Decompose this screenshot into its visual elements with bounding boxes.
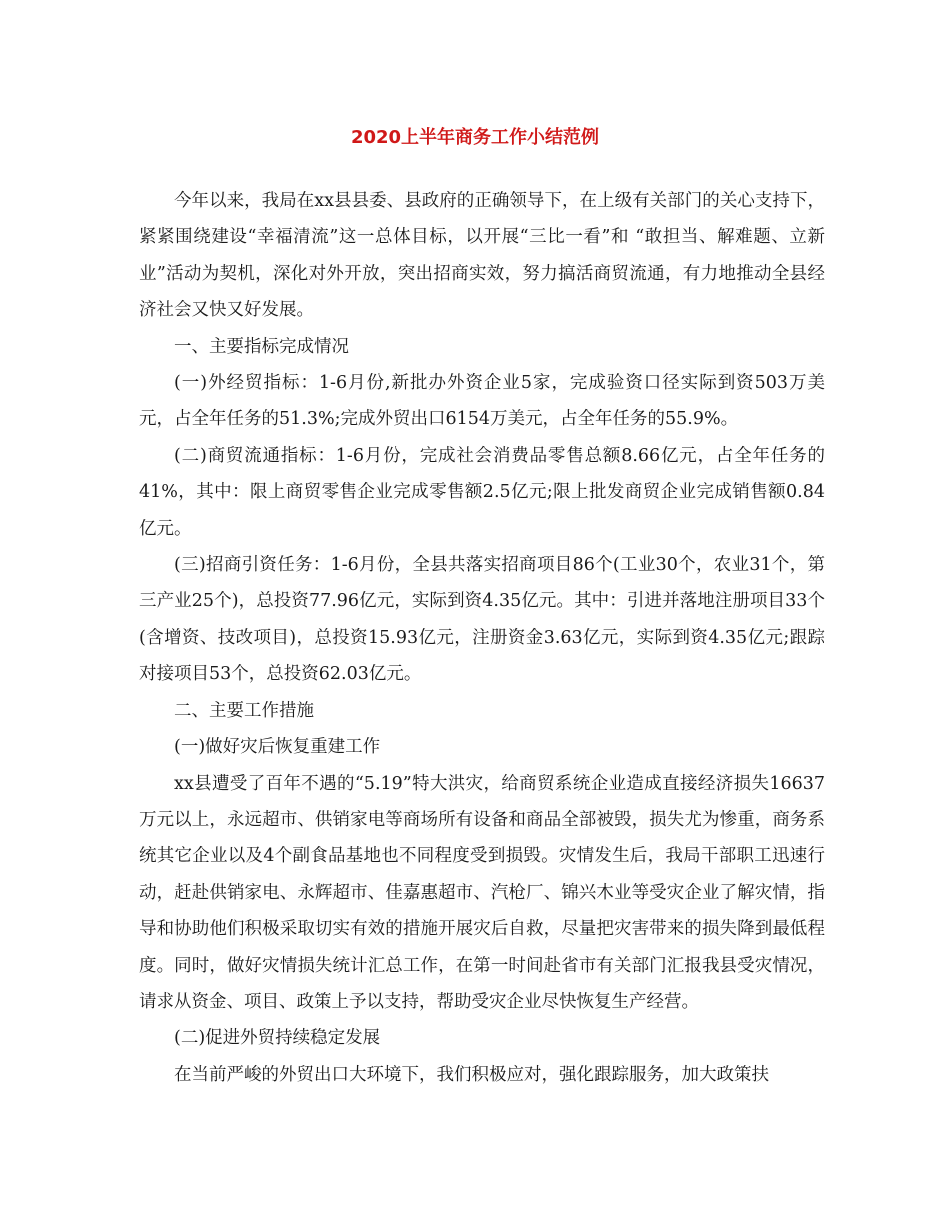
paragraph-foreign-trade-measures: 在当前严峻的外贸出口大环境下，我们积极应对，强化跟踪服务，加大政策扶	[174, 1064, 769, 1085]
heading-section-2: 二、主要工作措施	[174, 700, 314, 721]
document-title: 2020上半年商务工作小结范例	[350, 127, 600, 148]
document-body	[139, 183, 825, 1093]
paragraph-intro: 今年以来，我局在xx县县委、县政府的正确领导下，在上级有关部门的关心支持下，紧紧围绕建设“幸福清流”这一总体目标，以开展“三比一看”和 “敢担当、解难题、立新业”活动为契机，深化对外开放，突出招商实效，努力搞活商贸流通，有力地推动全县经济社会又快又好发展。	[139, 191, 825, 321]
subheading-foreign-trade: (二)促进外贸持续稳定发展	[174, 1028, 381, 1049]
paragraph-investment: (三)招商引资任务：1-6月份，全县共落实招商项目86个(工业30个，农业31个，第三产业25个)，总投资77.96亿元，实际到资4.35亿元。其中：引进并落地注册项目33个(含增资、技改项目)，总投资15.93亿元，注册资金3.63亿元，实际到资4.35亿元;跟踪对接项目53个，总投资62.03亿元。	[139, 555, 825, 685]
heading-section-1: 一、主要指标完成情况	[174, 336, 349, 357]
paragraph-disaster-recovery: xx县遭受了百年不遇的“5.19”特大洪灾，给商贸系统企业造成直接经济损失16637万元以上，永远超市、供销家电等商场所有设备和商品全部被毁，损失尤为惨重，商务系统其它企业以及4个副食品基地也不同程度受到损毁。灾情发生后，我局干部职工迅速行动，赶赴供销家电、永辉超市、佳嘉惠超市、汽枪厂、锦兴木业等受灾企业了解灾情，指导和协助他们积极采取切实有效的措施开展灾后自救，尽量把灾害带来的损失降到最低程度。同时，做好灾情损失统计汇总工作，在第一时间赴省市有关部门汇报我县受灾情况，请求从资金、项目、政策上予以支持，帮助受灾企业尽快恢复生产经营。	[139, 773, 825, 1012]
paragraph-foreign-trade: (一)外经贸指标：1-6月份,新批办外资企业5家，完成验资口径实际到资503万美元，占全年任务的51.3%;完成外贸出口6154万美元，占全年任务的55.9%。	[139, 373, 825, 430]
paragraph-commerce: (二)商贸流通指标：1-6月份，完成社会消费品零售总额8.66亿元，占全年任务的41%，其中：限上商贸零售企业完成零售额2.5亿元;限上批发商贸企业完成销售额0.84亿元。	[139, 445, 825, 539]
subheading-disaster-recovery: (一)做好灾后恢复重建工作	[174, 737, 381, 758]
